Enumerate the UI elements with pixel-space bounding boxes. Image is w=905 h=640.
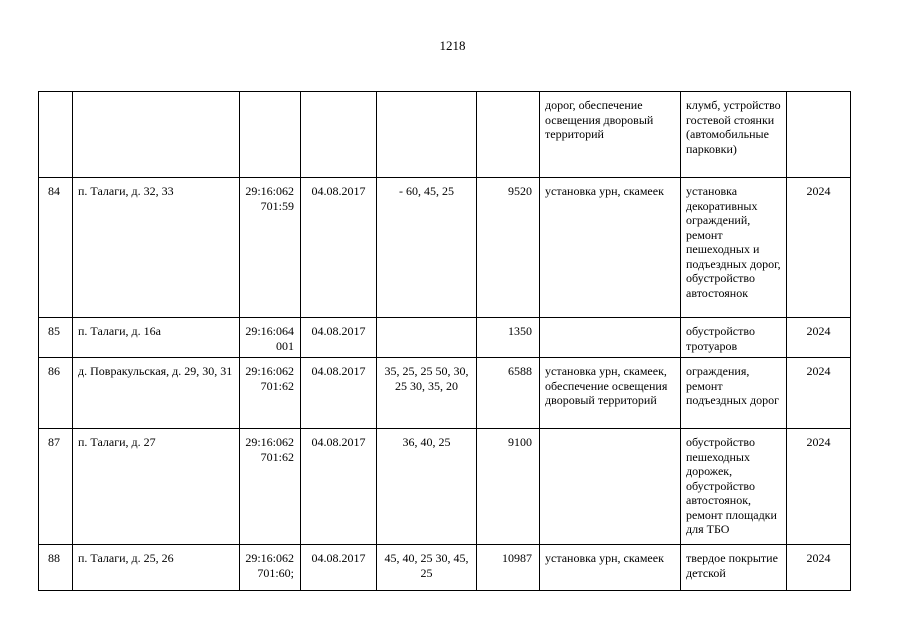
table-row bbox=[39, 545, 851, 591]
date-cell bbox=[301, 92, 377, 178]
address-cell: д. Повракульская, д. 29, 30, 31 bbox=[73, 358, 240, 429]
wear-degree-cell: 35, 25, 25 50, 30, 25 30, 35, 20 bbox=[377, 358, 477, 429]
year-cell: 2024 bbox=[787, 358, 851, 429]
date-cell: 04.08.2017 bbox=[301, 318, 377, 358]
minimum-works-cell: установка урн, скамеек bbox=[540, 545, 681, 591]
wear-degree-cell: 45, 40, 25 30, 45, 25 bbox=[377, 545, 477, 591]
minimum-works-cell: установка урн, скамеек, обеспечение освещения дворовый территорий bbox=[540, 358, 681, 429]
table-row bbox=[39, 318, 851, 358]
address-cell: п. Талаги, д. 16а bbox=[73, 318, 240, 358]
minimum-works-cell: установка урн, скамеек bbox=[540, 178, 681, 318]
address-cell: п. Талаги, д. 27 bbox=[73, 429, 240, 545]
year-cell: 2024 bbox=[787, 429, 851, 545]
additional-works-cell: установка декоративных ограждений, ремонт пешеходных и подъездных дорог, обустройство автостоянок bbox=[681, 178, 787, 318]
row-number: 86 bbox=[39, 358, 73, 429]
date-cell: 04.08.2017 bbox=[301, 178, 377, 318]
wear-degree-cell bbox=[377, 92, 477, 178]
row-number: 87 bbox=[39, 429, 73, 545]
page-number: 1218 bbox=[439, 38, 466, 53]
additional-works-cell: клумб, устройство гостевой стоянки (автомобильные парковки) bbox=[681, 92, 787, 178]
row-number bbox=[39, 92, 73, 178]
year-cell bbox=[787, 92, 851, 178]
year-cell: 2024 bbox=[787, 318, 851, 358]
address-cell: п. Талаги, д. 25, 26 bbox=[73, 545, 240, 591]
table-row bbox=[39, 92, 851, 178]
wear-degree-cell: 36, 40, 25 bbox=[377, 429, 477, 545]
minimum-works-cell: дорог, обеспечение освещения дворовый территорий bbox=[540, 92, 681, 178]
date-cell: 04.08.2017 bbox=[301, 429, 377, 545]
date-cell: 04.08.2017 bbox=[301, 545, 377, 591]
additional-works-cell: обустройство пешеходных дорожек, обустройство автостоянок, ремонт площадки для ТБО bbox=[681, 429, 787, 545]
year-cell: 2024 bbox=[787, 178, 851, 318]
cadastral-number-cell: 29:16:062 701:60; bbox=[240, 545, 301, 591]
row-number: 84 bbox=[39, 178, 73, 318]
area-cell bbox=[477, 92, 540, 178]
additional-works-cell: твердое покрытие детской bbox=[681, 545, 787, 591]
additional-works-cell: обустройство тротуаров bbox=[681, 318, 787, 358]
minimum-works-cell bbox=[540, 429, 681, 545]
cadastral-number-cell: 29:16:062 701:62 bbox=[240, 429, 301, 545]
address-cell: п. Талаги, д. 32, 33 bbox=[73, 178, 240, 318]
objects-table bbox=[38, 91, 851, 591]
additional-works-cell: ограждения, ремонт подъездных дорог bbox=[681, 358, 787, 429]
area-cell: 10987 bbox=[477, 545, 540, 591]
area-cell: 1350 bbox=[477, 318, 540, 358]
area-cell: 9100 bbox=[477, 429, 540, 545]
cadastral-number-cell bbox=[240, 92, 301, 178]
wear-degree-cell: - 60, 45, 25 bbox=[377, 178, 477, 318]
cadastral-number-cell: 29:16:062 701:59 bbox=[240, 178, 301, 318]
row-number: 85 bbox=[39, 318, 73, 358]
table-row bbox=[39, 429, 851, 545]
table-row bbox=[39, 178, 851, 318]
year-cell: 2024 bbox=[787, 545, 851, 591]
cadastral-number-cell: 29:16:064 001 bbox=[240, 318, 301, 358]
wear-degree-cell bbox=[377, 318, 477, 358]
cadastral-number-cell: 29:16:062 701:62 bbox=[240, 358, 301, 429]
area-cell: 6588 bbox=[477, 358, 540, 429]
row-number: 88 bbox=[39, 545, 73, 591]
date-cell: 04.08.2017 bbox=[301, 358, 377, 429]
address-cell bbox=[73, 92, 240, 178]
table-row bbox=[39, 358, 851, 429]
area-cell: 9520 bbox=[477, 178, 540, 318]
minimum-works-cell bbox=[540, 318, 681, 358]
